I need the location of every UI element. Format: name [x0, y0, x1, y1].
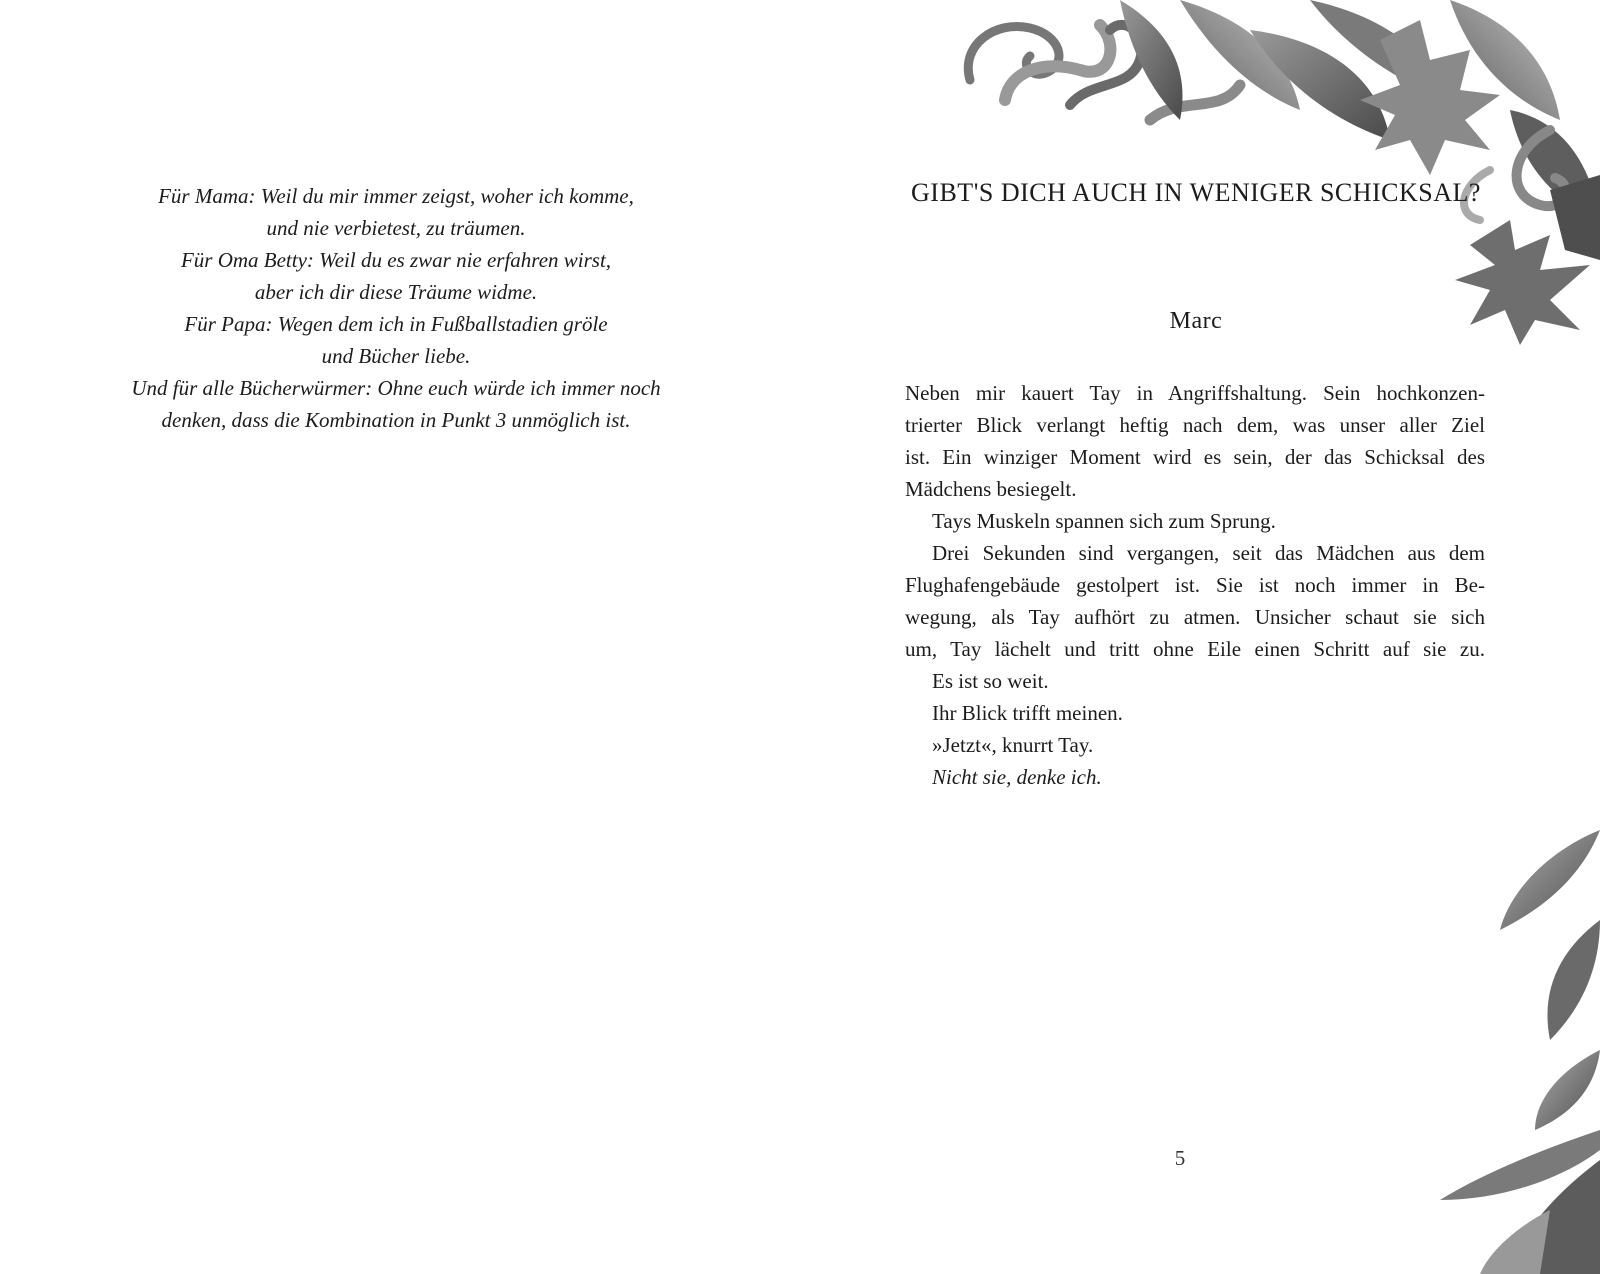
- page-number: 5: [1174, 1146, 1186, 1170]
- text-line: »Jetzt«, knurrt Tay.: [932, 733, 1094, 757]
- dedication-line: Für Mama: Weil du mir immer zeigst, woher ich komme,: [158, 184, 634, 208]
- text-line: Es ist so weit.: [932, 669, 1049, 693]
- dedication: [110, 180, 682, 436]
- text-line: wegung, als Tay aufhört zu atmen. Unsicher schaut sie sich: [905, 605, 1485, 629]
- dedication-line: und nie verbietest, zu träumen.: [266, 216, 526, 240]
- right-page: [800, 0, 1600, 1274]
- dedication-line: Und für alle Bücherwürmer: Ohne euch würde ich immer noch: [131, 376, 661, 400]
- dedication-line: und Bücher liebe.: [321, 344, 471, 368]
- dedication-line: aber ich dir diese Träume widme.: [254, 280, 538, 304]
- text-line: Flughafengebäude gestolpert ist. Sie ist noch immer in Be-: [905, 573, 1485, 597]
- text-line: ist. Ein winziger Moment wird es sein, der das Schicksal des: [905, 445, 1485, 469]
- text-line: Drei Sekunden sind vergangen, seit das Mädchen aus dem: [932, 541, 1485, 565]
- dedication-line: Für Papa: Wegen dem ich in Fußballstadien gröle: [184, 312, 608, 336]
- text-line: Ihr Blick trifft meinen.: [932, 701, 1123, 725]
- pov-character-name: Marc: [1169, 308, 1223, 334]
- dedication-line: Für Oma Betty: Weil du es zwar nie erfahren wirst,: [180, 248, 612, 272]
- chapter-title: GIBT'S DICH AUCH IN WENIGER SCHICKSAL?: [911, 178, 1481, 207]
- chapter-body: [905, 377, 1485, 793]
- text-line: Mädchens besiegelt.: [905, 477, 1077, 501]
- text-line: Neben mir kauert Tay in Angriffshaltung. Sein hochkonzen-: [905, 381, 1485, 405]
- text-line: um, Tay lächelt und tritt ohne Eile einen Schritt auf sie zu.: [905, 637, 1485, 661]
- text-line: Tays Muskeln spannen sich zum Sprung.: [932, 509, 1276, 533]
- text-line: Nicht sie, denke ich.: [932, 765, 1102, 789]
- dedication-line: denken, dass die Kombination in Punkt 3 unmöglich ist.: [161, 408, 631, 432]
- leaf-ornament-icon: [1430, 830, 1600, 1274]
- text-line: trierter Blick verlangt heftig nach dem, was unser aller Ziel: [905, 413, 1485, 437]
- baroque-leaf-ornament-icon: [950, 0, 1600, 345]
